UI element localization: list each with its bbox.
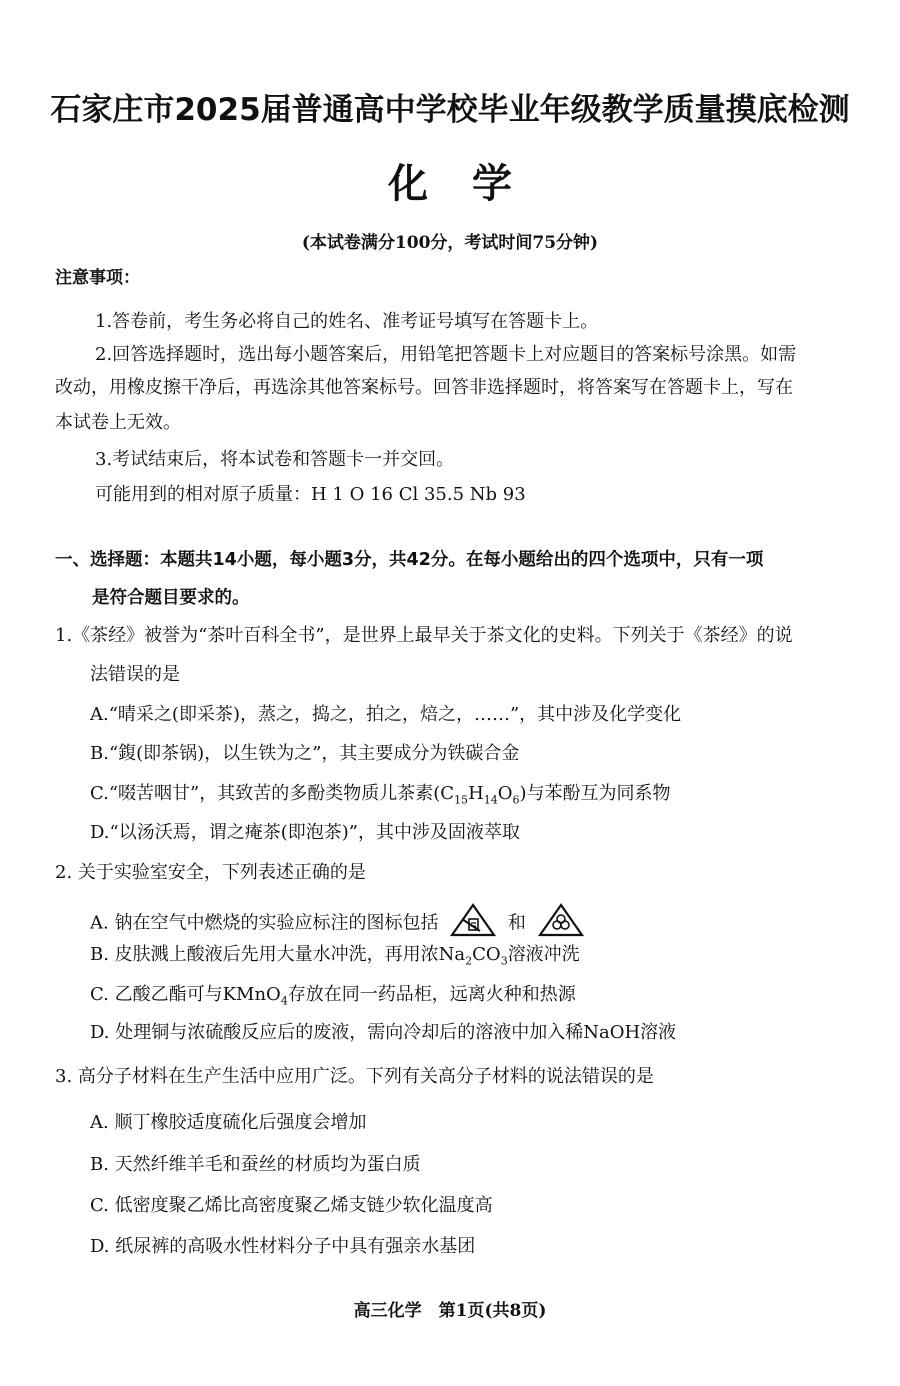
section-1-heading-line-2: 是符合题目要求的。 (92, 588, 250, 608)
q2-option-d: D. 处理铜与浓硫酸反应后的废液，需向冷却后的溶液中加入稀NaOH溶液 (90, 1022, 677, 1043)
q1-option-c-text: C.“啜苦咽甘”，其致苦的多酚类物质儿茶素(C (90, 783, 455, 804)
q2-option-b-text: B. 皮肤溅上酸液后先用大量水冲洗，再用浓Na (90, 944, 466, 965)
biohazard-icon (538, 903, 584, 944)
notice-item-3: 3.考试结束后，将本试卷和答题卡一并交回。 (95, 449, 455, 470)
exam-meta: (本试卷满分100分，考试时间75分钟) (301, 233, 599, 253)
q1-stem-line-1: 1.《茶经》被誉为“茶叶百科全书”，是世界上最早关于茶文化的史料。下列关于《茶经》的说 (55, 625, 793, 646)
q1-option-c-tail: )与苯酚互为同系物 (519, 783, 671, 804)
section-1-heading-line-1: 一、选择题：本题共14小题，每小题3分，共42分。在每小题给出的四个选项中，只有一项 (55, 550, 764, 570)
q2-option-c (90, 983, 576, 1014)
q2-option-b-tail: 溶液冲洗 (507, 944, 580, 965)
notice-item-2-line-1: 2.回答选择题时，选出每小题答案后，用铅笔把答题卡上对应题目的答案标号涂黑。如需 (95, 344, 797, 365)
subscript: 3 (500, 954, 508, 968)
washing-warning-icon (450, 903, 496, 944)
q2-option-c-tail: 存放在同一药品柜，远离火种和热源 (287, 984, 576, 1005)
q3-option-c: C. 低密度聚乙烯比高密度聚乙烯支链少软化温度高 (90, 1195, 493, 1216)
subject-title: 化学 (388, 161, 556, 207)
formula-text: H (468, 783, 484, 804)
q1-option-b: B.“鍑(即茶锅)，以生铁为之”，其主要成分为铁碳合金 (90, 743, 520, 764)
q2-stem: 2. 关于实验室安全，下列表述正确的是 (55, 862, 366, 883)
subscript: 2 (465, 954, 473, 968)
subscript: 14 (483, 793, 498, 807)
q3-option-a: A. 顺丁橡胶适度硫化后强度会增加 (90, 1112, 367, 1133)
q1-option-d: D.“以汤沃焉，谓之痷茶(即泡茶)”，其中涉及固液萃取 (90, 822, 520, 843)
q1-stem-line-2: 法错误的是 (90, 664, 180, 685)
formula-text: O (497, 783, 513, 804)
q1-option-a: A.“晴采之(即采茶)，蒸之，捣之，拍之，焙之，……”，其中涉及化学变化 (90, 704, 682, 725)
notice-heading: 注意事项： (55, 268, 140, 288)
q2-option-a-text: A. 钠在空气中燃烧的实验应标注的图标包括 (90, 912, 439, 934)
q2-option-a-and: 和 (507, 912, 526, 934)
notice-item-2-line-3: 本试卷上无效。 (55, 412, 181, 433)
q1-option-c (90, 782, 671, 813)
subscript: 15 (454, 793, 469, 807)
page-footer: 高三化学 第1页(共8页) (353, 1301, 547, 1321)
q2-option-a (90, 903, 590, 944)
subscript: 4 (280, 994, 288, 1008)
q2-option-b (90, 943, 580, 974)
subscript: 6 (512, 793, 520, 807)
notice-item-2-line-2: 改动，用橡皮擦干净后，再选涂其他答案标号。回答非选择题时，将答案写在答题卡上，写在 (55, 377, 793, 398)
formula-text: CO (472, 944, 501, 965)
notice-item-1: 1.答卷前，考生务必将自己的姓名、准考证号填写在答题卡上。 (95, 311, 599, 332)
q3-stem: 3. 高分子材料在生产生活中应用广泛。下列有关高分子材料的说法错误的是 (55, 1066, 654, 1087)
exam-title: 石家庄市2025届普通高中学校毕业年级教学质量摸底检测 (50, 92, 850, 128)
q3-option-b: B. 天然纤维羊毛和蚕丝的材质均为蛋白质 (90, 1154, 421, 1175)
q2-option-c-text: C. 乙酸乙酯可与KMnO (90, 984, 281, 1005)
q3-option-d: D. 纸尿裤的高吸水性材料分子中具有强亲水基团 (90, 1236, 476, 1257)
atomic-mass-line: 可能用到的相对原子质量：H 1 O 16 Cl 35.5 Nb 93 (95, 484, 526, 505)
